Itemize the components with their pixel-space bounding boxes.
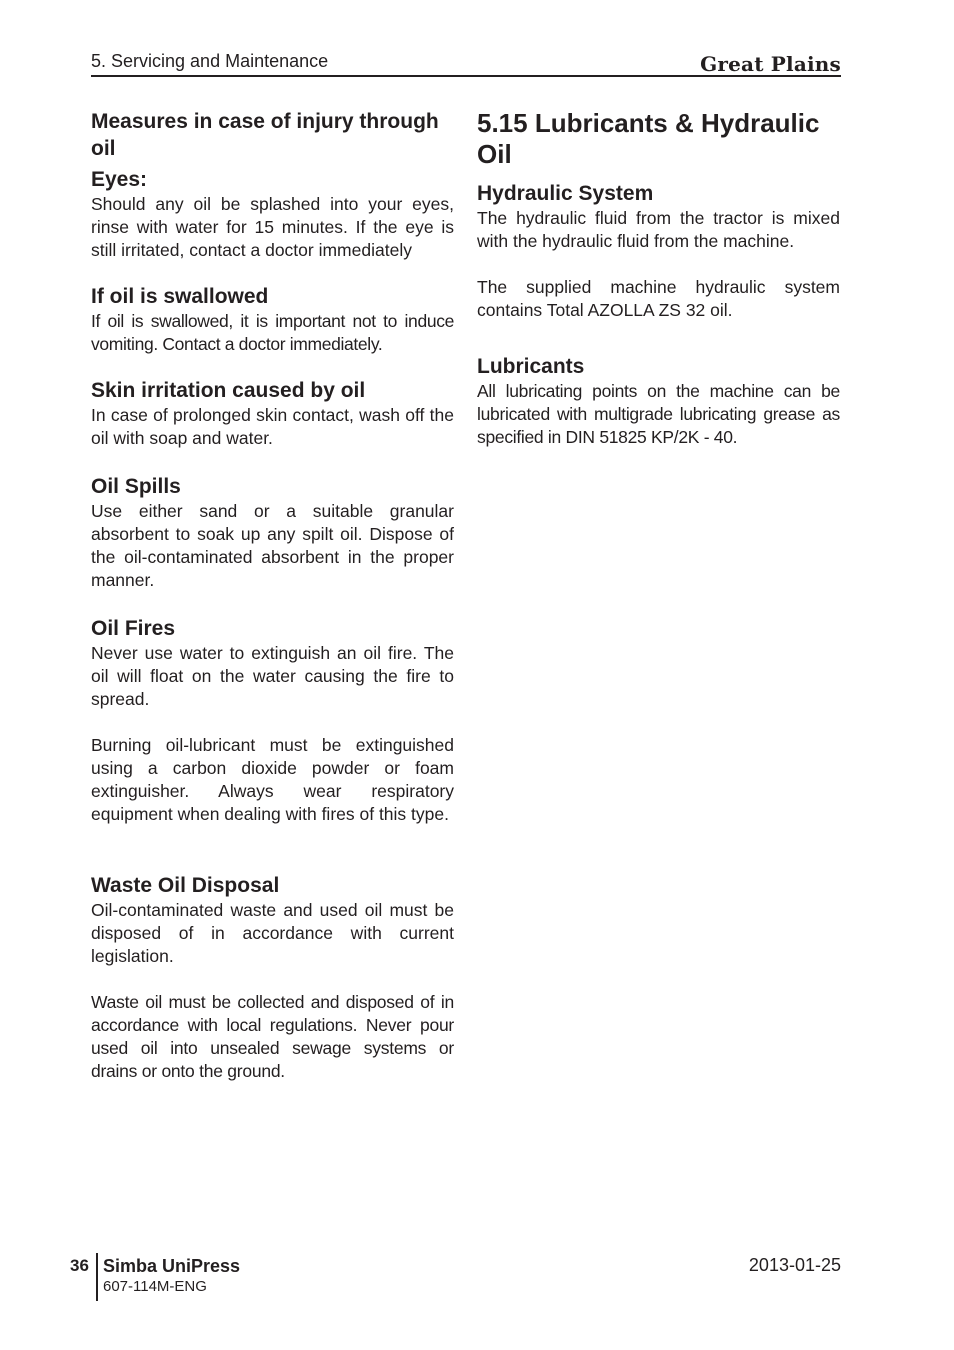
page-header: [91, 50, 841, 77]
lubricants-heading: Lubricants: [477, 355, 585, 378]
hydraulic-heading: Hydraulic System: [477, 182, 654, 205]
waste-heading: Waste Oil Disposal: [91, 874, 280, 897]
footer-divider: [96, 1253, 98, 1301]
lubricants-text: All lubricating points on the machine can be lubricated with multigrade lubricating grease as specified in DIN 51825 KP/2K - 40.: [477, 381, 840, 447]
hydraulic-text-1: The hydraulic fluid from the tractor is mixed with the hydraulic fluid from the machine.: [477, 208, 840, 251]
fires-heading: Oil Fires: [91, 617, 176, 640]
document-code: 607-114M-ENG: [103, 1278, 207, 1295]
left-column: [91, 108, 454, 1083]
hydraulic-text-2: The supplied machine hydraulic system contains Total AZOLLA ZS 32 oil.: [477, 277, 840, 320]
waste-text-2: Waste oil must be collected and disposed of in accordance with local regulations. Never pour used oil into unsealed sewage systems or drains or onto the ground.: [91, 992, 454, 1081]
page-number: 36: [70, 1256, 89, 1275]
spills-heading: Oil Spills: [91, 475, 181, 498]
fires-text-1: Never use water to extinguish an oil fire. The oil will float on the water causing the fire to spread.: [91, 643, 454, 709]
eyes-heading: Eyes:: [91, 168, 148, 191]
skin-text: In case of prolonged skin contact, wash off the oil with soap and water.: [91, 405, 454, 448]
skin-heading: Skin irritation caused by oil: [91, 379, 366, 402]
spills-text: Use either sand or a suitable granular absorbent to soak up any spilt oil. Dispose of the oil-contaminated absorbent in the proper manner.: [91, 501, 454, 590]
swallowed-text: If oil is swallowed, it is important not to induce vomiting. Contact a doctor immediately.: [91, 311, 454, 354]
right-column: [477, 108, 840, 449]
waste-text-1: Oil-contaminated waste and used oil must be disposed of in accordance with current legislation.: [91, 900, 454, 966]
fires-text-2: Burning oil-lubricant must be extinguished using a carbon dioxide powder or foam extinguisher. Always wear respiratory equipment when dealing with fires of this type.: [91, 735, 454, 824]
section-title: 5.15 Lubricants & Hydraulic Oil: [477, 108, 820, 169]
swallowed-heading: If oil is swallowed: [91, 285, 269, 308]
eyes-text: Should any oil be splashed into your eyes, rinse with water for 15 minutes. If the eye is still irritated, contact a doctor immediately: [91, 194, 454, 260]
header-section-title: 5. Servicing and Maintenance: [91, 51, 329, 71]
measures-heading: Measures in case of injury through oil: [91, 110, 439, 160]
product-name: Simba UniPress: [103, 1256, 241, 1276]
document-date: 2013-01-25: [748, 1255, 841, 1275]
brand-logo-text: Great Plains: [700, 52, 841, 76]
